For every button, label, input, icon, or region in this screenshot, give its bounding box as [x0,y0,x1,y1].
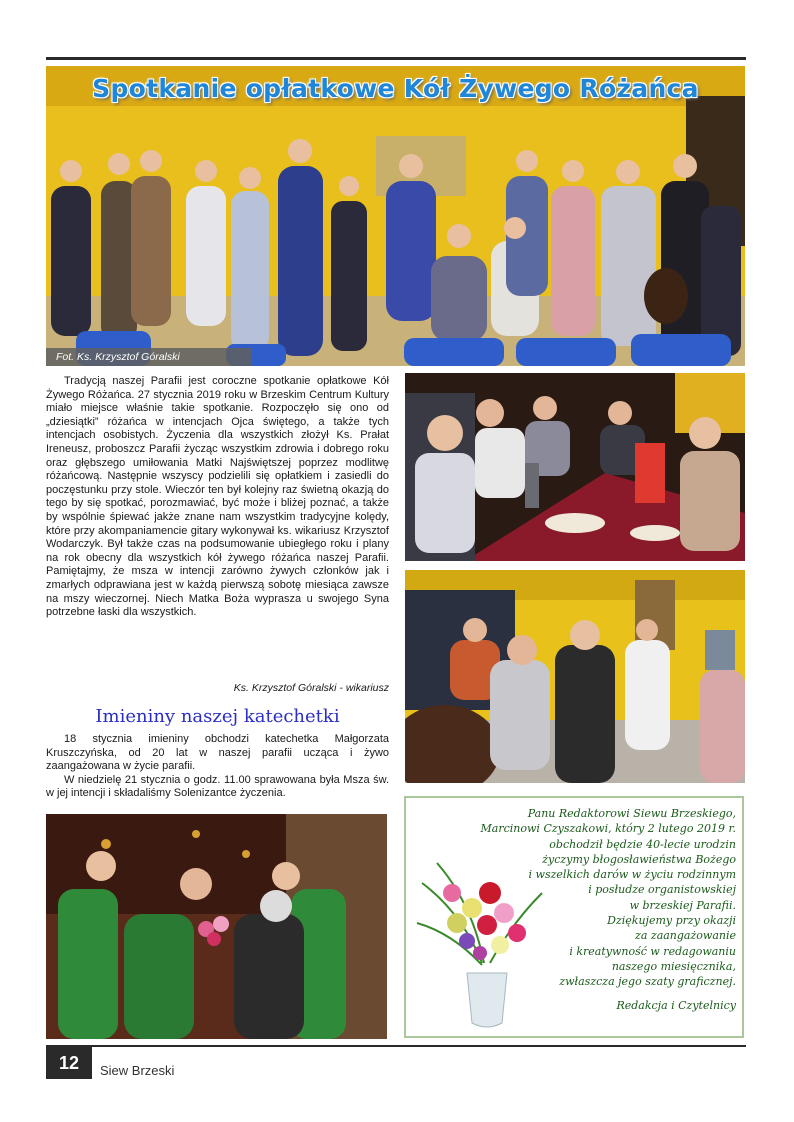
article-body-paragraph: Tradycją naszej Parafii jest coroczne spotkanie opłatkowe Kół Żywego Różańca. 27 stycznia 2019 roku w Brzeskim Centrum Kultury miało miejsce właśnie takie spotkanie. Rozpoczęło się ono od „dziesiątki” różańca w intencjach Ojca świętego, a także tych intencjach osobistych. Życzenia dla wszystkich złożył Ks. Prałat Ireneusz, proboszcz Parafii życząc wszystkim zdrowia i dobrego roku oraz głębszego umiłowania Matki Najświętszej poprzez modlitwę różańcową. Następnie wszyscy podzielili się opłatkiem i zasiedli do poczęstunku przy stole. Wieczór ten był kolejny raz świetną okazją do tego by się spotkać, porozmawiać, być może i bliżej poznać, a także by wspólnie śpiewać jakże znane nam wszystkim tradycyjne kolędy, które przy akompaniamencie gitary wykonywał ks. wikariusz Krzysztof Wodarczyk. Był także czas na podsumowanie ubiegłego roku i plany na rok obecny dla wszystkich kół żywego różańca naszej Parafii. Pamiętajmy, że msza w intencji zarówno żywych członków jak i zmarłych odprawiana jest w każdą pierwszą sobotę miesiąca zawsze na mszy wieczornej. Niech Matka Boża wyprasza u swojego Syna potrzebne łaski dla wszystkich. [46,375,389,619]
greeting-line: Dziękujemy przy okazji [607,914,736,928]
greeting-line: za zaangażowanie [635,929,736,943]
article-body [46,375,389,620]
dinner-table-photo [405,373,745,561]
article2-paragraph-1: 18 stycznia imieniny obchodzi katechetka Małgorzata Kruszczyńska, od 20 lat w naszej parafii ucząca i żywo zaangażowana w życie parafii. [46,733,389,773]
hall-photo [405,570,745,783]
greeting-text [436,806,736,1013]
article-title-opłatek: Spotkanie opłatkowe Kół Żywego Różańca [92,74,699,103]
top-rule [46,57,746,60]
name-day-photo [46,814,387,1039]
greeting-line: Panu Redaktorowi Siewu Brzeskiego, [527,807,736,820]
greeting-line: i wszelkich darów w życiu rodzinnym [528,868,736,882]
page-number: 12 [46,1047,92,1079]
greeting-signature: Redakcja i Czytelnicy [616,998,736,1012]
greeting-line: zwłaszcza jego szaty graficznej. [559,975,736,989]
group-photo [46,66,745,366]
greeting-line: życzymy błogosławieństwa Bożego [542,852,736,866]
bottom-rule [46,1045,746,1047]
magazine-name: Siew Brzeski [100,1063,175,1078]
photo-credit: Fot. Ks. Krzysztof Góralski [46,348,252,366]
article2-paragraph-2: W niedzielę 21 stycznia o godz. 11.00 sprawowana była Msza św. w jej intencji i składaliśmy Solenizantce życzenia. [46,773,389,800]
birthday-greeting-box [404,796,744,1038]
greeting-line: naszego miesięcznika, [611,959,736,973]
greeting-line: i posłudze organistowskiej [588,883,736,897]
greeting-line: Marcinowi Czyszakowi, który 2 lutego 2019 r. [480,822,736,836]
article-title-imieniny: Imieniny naszej katechetki [95,706,340,727]
greeting-line: i kreatywność w redagowaniu [569,944,736,958]
article-signature: Ks. Krzysztof Góralski - wikariusz [233,682,389,694]
greeting-line: obchodził będzie 40-lecie urodzin [549,837,736,851]
article2-body [46,733,389,801]
greeting-line: w brzeskiej Parafii. [629,898,736,912]
